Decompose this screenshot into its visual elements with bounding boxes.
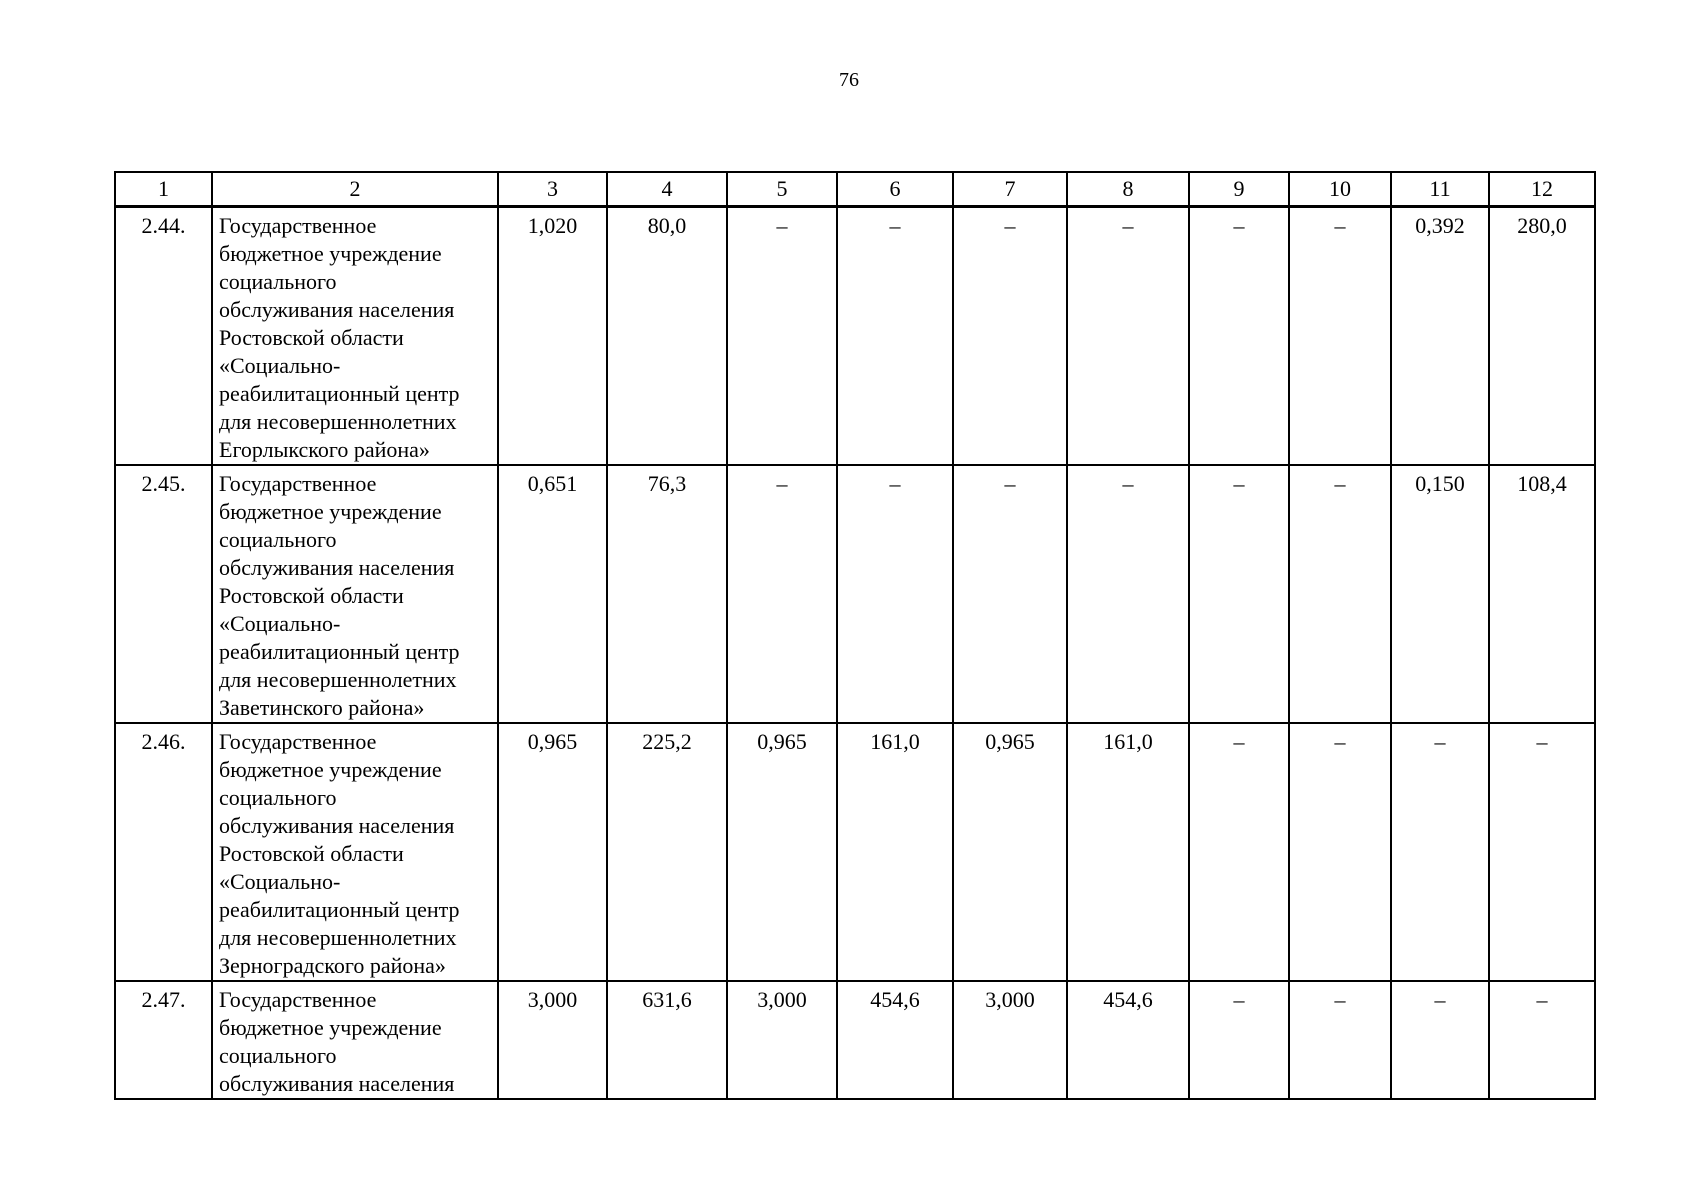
- table-cell: 0,392: [1391, 207, 1489, 466]
- table-cell: –: [727, 207, 837, 466]
- table-cell: –: [1289, 465, 1391, 723]
- table-cell: –: [1289, 207, 1391, 466]
- table-cell: –: [953, 207, 1067, 466]
- table-cell: 280,0: [1489, 207, 1595, 466]
- table-cell: 0,651: [498, 465, 607, 723]
- table-cell: –: [727, 465, 837, 723]
- table-cell: 454,6: [837, 981, 953, 1099]
- column-header: 7: [953, 172, 1067, 207]
- table-cell: 0,965: [727, 723, 837, 981]
- table-cell: –: [1489, 981, 1595, 1099]
- table-cell: 3,000: [727, 981, 837, 1099]
- table-cell: –: [1067, 207, 1189, 466]
- table-cell: 76,3: [607, 465, 727, 723]
- table-cell: –: [1189, 465, 1289, 723]
- column-header: 9: [1189, 172, 1289, 207]
- row-number: 2.47.: [115, 981, 212, 1099]
- table-cell: 3,000: [498, 981, 607, 1099]
- table-cell: –: [1189, 981, 1289, 1099]
- column-header: 10: [1289, 172, 1391, 207]
- table-row: [115, 465, 1595, 723]
- table-row: [115, 981, 1595, 1099]
- table-cell: 108,4: [1489, 465, 1595, 723]
- table-cell: 0,965: [953, 723, 1067, 981]
- column-header: 5: [727, 172, 837, 207]
- table-cell: –: [1289, 981, 1391, 1099]
- table-cell: –: [837, 207, 953, 466]
- column-header: 4: [607, 172, 727, 207]
- table-cell: 161,0: [837, 723, 953, 981]
- page-number: 76: [839, 69, 859, 91]
- table-cell: –: [1067, 465, 1189, 723]
- table-cell: –: [1391, 723, 1489, 981]
- institution-name: Государственное бюджетное учреждение социального обслуживания населения Ростовской области «Социально- реабилитационный центр для несовершеннолетних Зерноградского района»: [212, 723, 498, 981]
- table-cell: 161,0: [1067, 723, 1189, 981]
- data-table: [114, 171, 1596, 1100]
- table-cell: –: [1289, 723, 1391, 981]
- table-row: [115, 723, 1595, 981]
- row-number: 2.45.: [115, 465, 212, 723]
- table-cell: 80,0: [607, 207, 727, 466]
- row-number: 2.46.: [115, 723, 212, 981]
- institution-name: Государственное бюджетное учреждение социального обслуживания населения Ростовской области «Социально- реабилитационный центр для несовершеннолетних Заветинского района»: [212, 465, 498, 723]
- table-cell: 631,6: [607, 981, 727, 1099]
- table-cell: –: [1391, 981, 1489, 1099]
- row-number: 2.44.: [115, 207, 212, 466]
- column-header: 8: [1067, 172, 1189, 207]
- column-header: 3: [498, 172, 607, 207]
- table-cell: –: [1489, 723, 1595, 981]
- institution-name: Государственное бюджетное учреждение социального обслуживания населения Ростовской области «Социально- реабилитационный центр для несовершеннолетних Егорлыкского района»: [212, 207, 498, 466]
- column-header: 1: [115, 172, 212, 207]
- table-cell: 225,2: [607, 723, 727, 981]
- column-header: 11: [1391, 172, 1489, 207]
- table-cell: 454,6: [1067, 981, 1189, 1099]
- table-header-row: [115, 172, 1595, 207]
- table-cell: 1,020: [498, 207, 607, 466]
- column-header: 6: [837, 172, 953, 207]
- column-header: 2: [212, 172, 498, 207]
- table-cell: 0,150: [1391, 465, 1489, 723]
- table-cell: –: [1189, 723, 1289, 981]
- table-row: [115, 207, 1595, 466]
- table-cell: –: [1189, 207, 1289, 466]
- table-cell: 0,965: [498, 723, 607, 981]
- institution-name: Государственное бюджетное учреждение социального обслуживания населения: [212, 981, 498, 1099]
- column-header: 12: [1489, 172, 1595, 207]
- table-cell: –: [837, 465, 953, 723]
- table-cell: 3,000: [953, 981, 1067, 1099]
- table-cell: –: [953, 465, 1067, 723]
